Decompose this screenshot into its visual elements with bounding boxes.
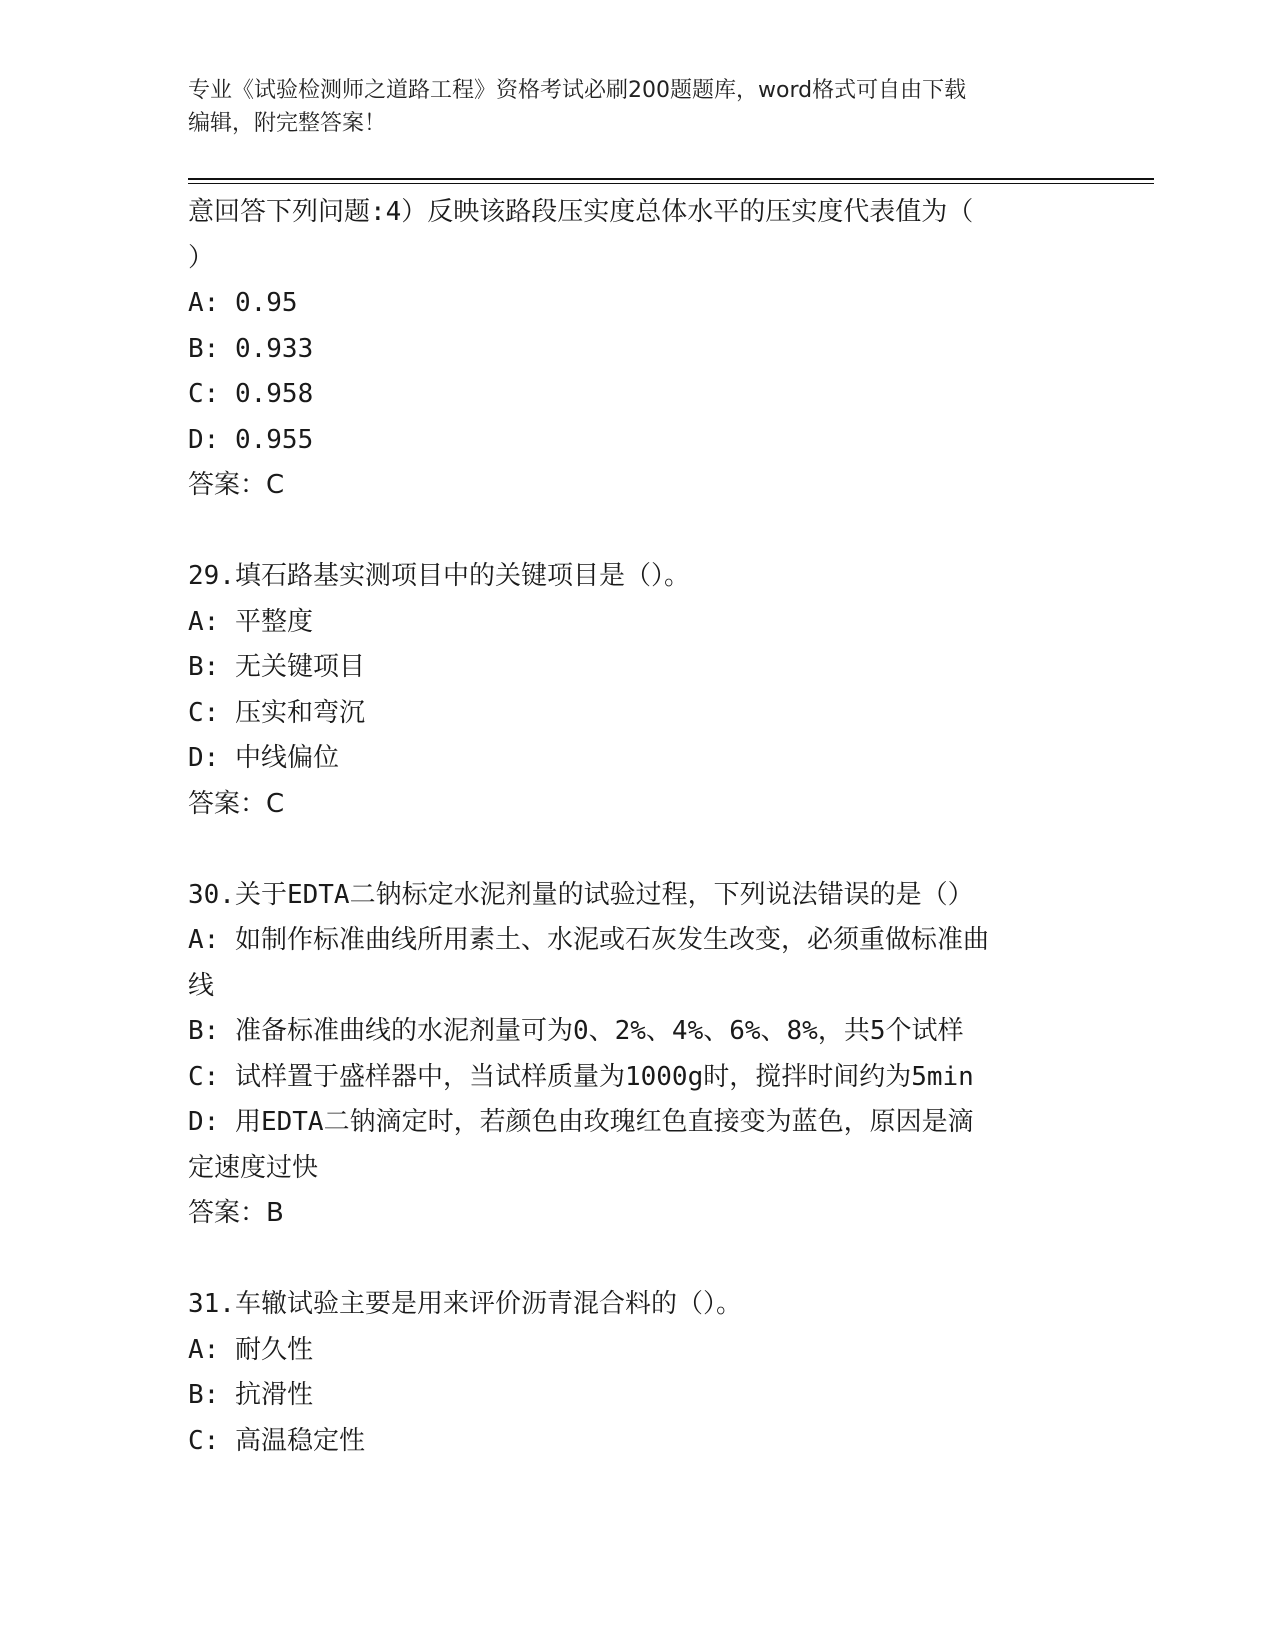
option-b: B: 准备标准曲线的水泥剂量可为0、2%、4%、6%、8%，共5个试样 [188,1016,964,1046]
header-rule-thin [188,183,1154,184]
option-a: A: 耐久性 [188,1334,313,1365]
answer-line: 答案：C [188,470,285,500]
question-stem: 29.填石路基实测项目中的关键项目是（）。 [188,561,690,591]
option-a: A: 如制作标准曲线所用素土、水泥或石灰发生改变，必须重做标准曲 [188,925,989,955]
header-rule-thick [188,178,1154,180]
option-d: D: 0.955 [188,424,314,455]
header-line-2: 编辑，附完整答案！ [188,111,387,136]
option-d: D: 用EDTA二钠滴定时，若颜色由玫瑰红色直接变为蓝色，原因是滴 [188,1107,974,1137]
question-spacer [188,509,1088,555]
question-spacer [188,827,1088,873]
question-stem: 31.车辙试验主要是用来评价沥青混合料的（）。 [188,1289,742,1319]
question-block [188,190,1088,509]
option-a: A: 0.95 [188,288,298,318]
question-list [188,190,1088,1464]
option-c: C: 试样置于盛样器中，当试样质量为1000g时，搅拌时间约为5min [188,1061,974,1092]
option-c: C: 压实和弯沉 [188,697,365,728]
question-stem: 意回答下列问题:4）反映该路段压实度总体水平的压实度代表值为（ [188,197,974,227]
question-spacer [188,1237,1088,1283]
question-stem: ） [188,242,215,273]
option-b: B: 无关键项目 [188,652,365,682]
document-header [188,74,1068,140]
option-c: C: 高温稳定性 [188,1425,365,1456]
option-c: C: 0.958 [188,379,314,409]
answer-line: 答案：C [188,788,285,819]
option-a: A: 平整度 [188,606,313,637]
option-b: B: 抗滑性 [188,1380,313,1410]
option-a-continued: 线 [188,970,215,1001]
question-block [188,554,1088,827]
option-d-continued: 定速度过快 [188,1152,319,1183]
option-d: D: 中线偏位 [188,743,339,773]
question-block [188,1282,1088,1464]
header-line-1: 专业《试验检测师之道路工程》资格考试必刷200题题库，word格式可自由下载 [188,78,967,103]
question-stem: 30.关于EDTA二钠标定水泥剂量的试验过程，下列说法错误的是（） [188,879,974,910]
option-b: B: 0.933 [188,333,314,364]
question-block [188,873,1088,1237]
answer-line: 答案：B [188,1198,284,1228]
